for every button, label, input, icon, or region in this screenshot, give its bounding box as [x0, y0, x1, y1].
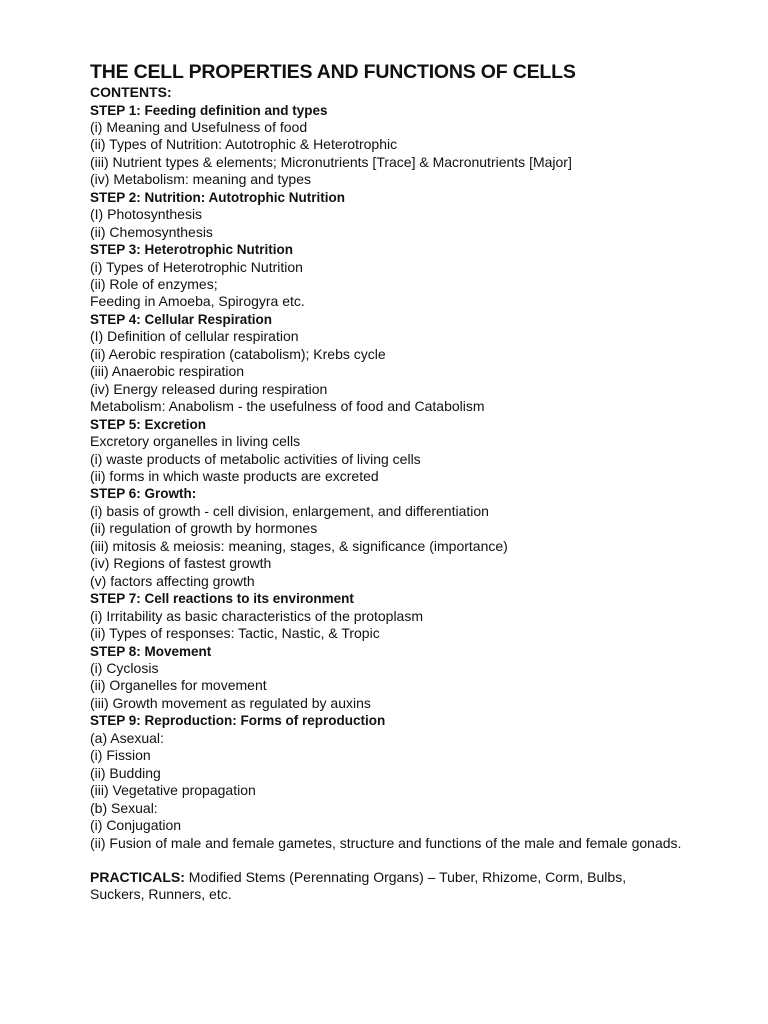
content-line: (ii) Aerobic respiration (catabolism); Krebs cycle [90, 345, 386, 362]
content-line: (a) Asexual: [90, 729, 164, 746]
step-heading: STEP 2: Nutrition: Autotrophic Nutrition [90, 189, 345, 205]
step-heading: STEP 4: Cellular Respiration [90, 311, 273, 327]
content-line: Feeding in Amoeba, Spirogyra etc. [90, 293, 305, 310]
step-heading: STEP 5: Excretion [90, 416, 207, 432]
content-line: (iv) Regions of fastest growth [90, 555, 272, 572]
step-heading: STEP 7: Cell reactions to its environment [90, 591, 354, 607]
step-heading: STEP 8: Movement [90, 643, 212, 659]
practicals-label: PRACTICALS: [90, 868, 185, 885]
content-line: (iv) Energy released during respiration [90, 380, 328, 397]
content-line: (i) waste products of metabolic activities of living cells [90, 450, 421, 467]
document-title: THE CELL PROPERTIES AND FUNCTIONS OF CELLS [90, 61, 576, 83]
content-line: (iii) mitosis & meiosis: meaning, stages, & significance (importance) [90, 537, 508, 554]
content-line: (i) Cyclosis [90, 660, 159, 676]
content-line: Excretory organelles in living cells [90, 433, 301, 450]
step-heading: STEP 6: Growth: [90, 486, 197, 502]
content-line: (I) Definition of cellular respiration [90, 328, 299, 345]
content-line: (ii) Chemosynthesis [90, 223, 213, 240]
step-heading: STEP 1: Feeding definition and types [90, 102, 328, 118]
content-line: (v) factors affecting growth [90, 572, 255, 589]
content-line: (iii) Nutrient types & elements; Micronutrients [Trace] & Macronutrients [Major] [90, 153, 572, 170]
content-line: (ii) Role of enzymes; [90, 276, 218, 293]
content-line: (i) basis of growth - cell division, enlargement, and differentiation [90, 502, 489, 519]
content-line: (i) Fission [90, 747, 151, 764]
content-line: (iii) Growth movement as regulated by auxins [90, 694, 371, 711]
content-line: (b) Sexual: [90, 799, 158, 816]
content-line: (ii) Budding [90, 764, 161, 781]
contents-list [90, 102, 708, 852]
content-line: (i) Meaning and Usefulness of food [90, 118, 308, 135]
content-line: (iii) Vegetative propagation [90, 782, 256, 799]
step-heading: STEP 9: Reproduction: Forms of reproduction [90, 713, 386, 729]
content-line: (ii) Types of responses: Tactic, Nastic, & Tropic [90, 625, 380, 642]
content-line: (ii) forms in which waste products are excreted [90, 468, 379, 485]
content-line: Metabolism: Anabolism - the usefulness of food and Catabolism [90, 398, 485, 415]
content-line: (i) Conjugation [90, 817, 182, 834]
content-line: (I) Photosynthesis [90, 206, 203, 223]
content-line: (i) Types of Heterotrophic Nutrition [90, 258, 303, 275]
content-line: (ii) Types of Nutrition: Autotrophic & Heterotrophic [90, 136, 398, 153]
content-line: (ii) Fusion of male and female gametes, structure and functions of the male and female gonads. [90, 834, 682, 851]
practicals-paragraph [90, 869, 660, 904]
step-heading: STEP 3: Heterotrophic Nutrition [90, 242, 294, 258]
content-line: (ii) regulation of growth by hormones [90, 520, 318, 537]
practicals-text: Modified Stems (Perennating Organs) – Tuber, Rhizome, Corm, Bulbs, Suckers, Runners, etc. [90, 868, 627, 903]
content-line: (iv) Metabolism: meaning and types [90, 171, 311, 188]
content-line: (iii) Anaerobic respiration [90, 363, 245, 380]
content-line: (ii) Organelles for movement [90, 677, 267, 694]
content-line: (i) Irritability as basic characteristics of the protoplasm [90, 607, 423, 624]
contents-label: CONTENTS: [90, 84, 172, 100]
